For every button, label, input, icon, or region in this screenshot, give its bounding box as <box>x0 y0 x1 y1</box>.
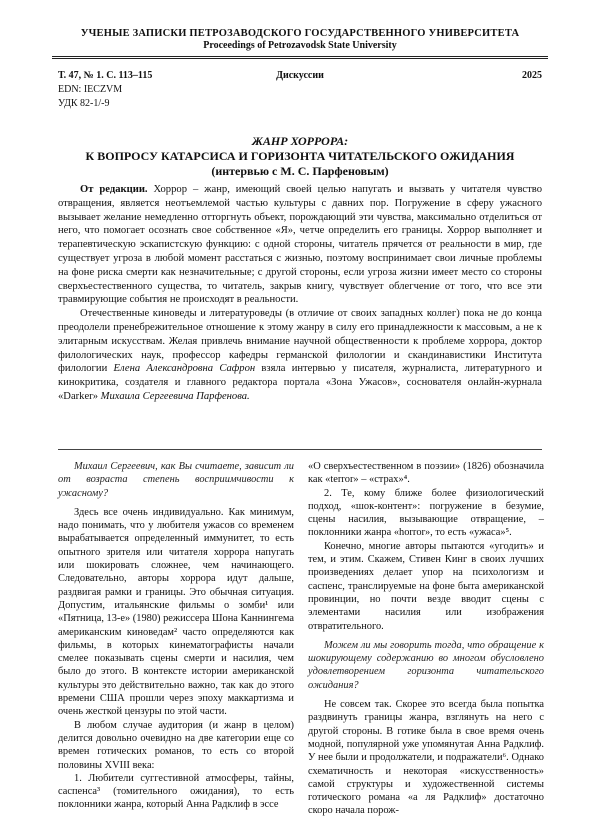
answer-1-paragraph-1: Здесь все очень индивидуально. Как минимум, надо понимать, что у любителя ужасов со временем вырабатывается определенный иммунитет, то есть опытного зрителя или читателя хоррора напугать или шокировать сложнее, чем начинающего. Следовательно, авторы хоррора идут дальше, раздвигая рамки и границы. Это обычная ситуация. Допустим, итальянские фильмы о зомби¹ или «Пятница, 13-е» (1980) режиссера Шона Каннингема американским киноведам² часто определяются как фильмы, в которых кинематографисты начали смелее показывать сцены смерти и насилия, чем было до этого. В контексте истории американской культуры это действительно важно, так как до этого времени США прошли через эпоху маккартизма и очень жесткой цензуры по этой части. <box>58 506 294 718</box>
intro-paragraph-2: Отечественные киноведы и литературоведы (в отличие от своих западных коллег) пока не до конца преодолели пренебрежительное отношение к этому жанру в силу его принадлежности к массовым, а не к элитарным искусствам. Желая привлечь внимание научной общественности к проблеме хоррора, доктор филологических наук, профессор кафедры германской филологии и скандинавистики Института филологии Елена Александровна Сафрон взяла интервью у писателя, журналиста, литературного и кинокритика, создателя и главного редактора портала «Зона Ужасов», соснователя онлайн-журнала «Darker» Михаила Сергеевича Парфенова. <box>58 308 542 402</box>
editorial-intro <box>58 183 542 404</box>
issue-info: Т. 47, № 1. С. 113–115 <box>58 70 153 81</box>
edn-code: EDN: IECZVM <box>58 84 123 95</box>
king-paragraph: Конечно, многие авторы пытаются «угодить» и тем, и этим. Скажем, Стивен Кинг в своих лучших произведениях делает упор на психологизм и саспенс, транслируемые на фоне быта американской провинции, но почти везде вводит сцены с элементами насилия или изображения отвратительного. <box>308 540 544 632</box>
udk-code: УДК 82-1/-9 <box>58 98 110 109</box>
section-divider <box>58 449 542 450</box>
continued-paragraph: «О сверхъестественном в поэзии» (1826) обозначила как «terror» – «страх»⁴. <box>308 461 544 486</box>
interviewer-name: Елена Александровна Сафрон <box>113 363 256 375</box>
question-1: Михаил Сергеевич, как Вы считаете, зависит ли от возраста степень восприимчивости к ужасному? <box>58 461 294 499</box>
answer-1-paragraph-2: В любом случае аудитория (и жанр в целом) делится довольно очевидно на две категории еще со времен готических романов, то есть со второй половины XVIII века: <box>58 719 294 771</box>
interviewee-fullname: Михаила Сергеевича Парфенова. <box>100 390 250 402</box>
answer-2: Не совсем так. Скорее это всегда была попытка раздвинуть границы жанра, взглянуть на него с другой стороны. В готике была в свое время очень модной, популярной уже упомянутая Анна Радклиф. У нее были и продолжатели, и подражатели⁶. Однако схематичность и некоторая «искусственность» самой структуры и художественной системы готического романа «а ля Радклиф» достаточно скоро начала порож- <box>308 699 544 817</box>
question-2: Можем ли мы говорить тогда, что обращение к шокирующему содержанию во многом обусловлено удовлетворением горизонта читательского ожидания? <box>308 639 544 691</box>
category-2-paragraph: 2. Те, кому ближе более физиологический подход, «шок-контент»: погружение в безумие, сцены насилия, вызывающие отвращение, – поклонники жанра «horror», то есть «ужаса»⁵. <box>308 487 544 539</box>
left-column <box>58 460 294 812</box>
header-rule-thin <box>52 58 548 59</box>
header-rule <box>52 56 548 57</box>
interviewee-name: М. С. Парфеновым <box>280 164 385 178</box>
journal-title: УЧЕНЫЕ ЗАПИСКИ ПЕТРОЗАВОДСКОГО ГОСУДАРСТВЕННОГО УНИВЕРСИТЕТА <box>80 28 520 39</box>
right-column <box>308 460 544 818</box>
title-line-2: К ВОПРОСУ КАТАРСИСА И ГОРИЗОНТА ЧИТАТЕЛЬСКОГО ОЖИДАНИЯ <box>85 149 515 163</box>
journal-subtitle: Proceedings of Petrozavodsk State University <box>203 40 397 51</box>
answer-1-paragraph-3: 1. Любители суггестивной атмосферы, тайны, саспенса³ (томительного ожидания), то есть поклонники жанра, который Анна Радклиф в эссе <box>58 772 294 811</box>
title-line-3: (интервью с М. С. Парфеновым) <box>211 164 389 178</box>
article-title <box>0 134 600 179</box>
intro-paragraph-1: От редакции. Хоррор – жанр, имеющий своей целью напугать и вызвать у читателя чувство отвращения, является неотъемлемой частью культуры с давних пор. Погружение в сферу ужасного вызывает желание немедленно отторгнуть объект, порождающий эти чувства, максимально отделиться от него, что помогает осознать свое собственное «Я», четче определить его границы. Хоррор выполняет и терапевтическую эскапистскую функцию: с одной стороны, читатель прячется от реальности в мир, где существует угроза в любой момент расстаться с жизнью, поэтому воспринимает свои личные проблемы на фоне риска смерти как незначительные; с другой стороны, если угроза жизни имеет место со стороны сверхъестественного существа, то читатель, закрыв книгу, чувствует облегчение от того, что все эти травмирующие события не происходят в реальности. <box>58 184 542 306</box>
section-name: Дискуссии <box>276 70 324 81</box>
issue-year: 2025 <box>522 70 542 81</box>
title-line-1: ЖАНР ХОРРОРА: <box>251 134 349 148</box>
journal-header <box>0 28 600 51</box>
intro-lead: От редакции. <box>80 184 148 195</box>
